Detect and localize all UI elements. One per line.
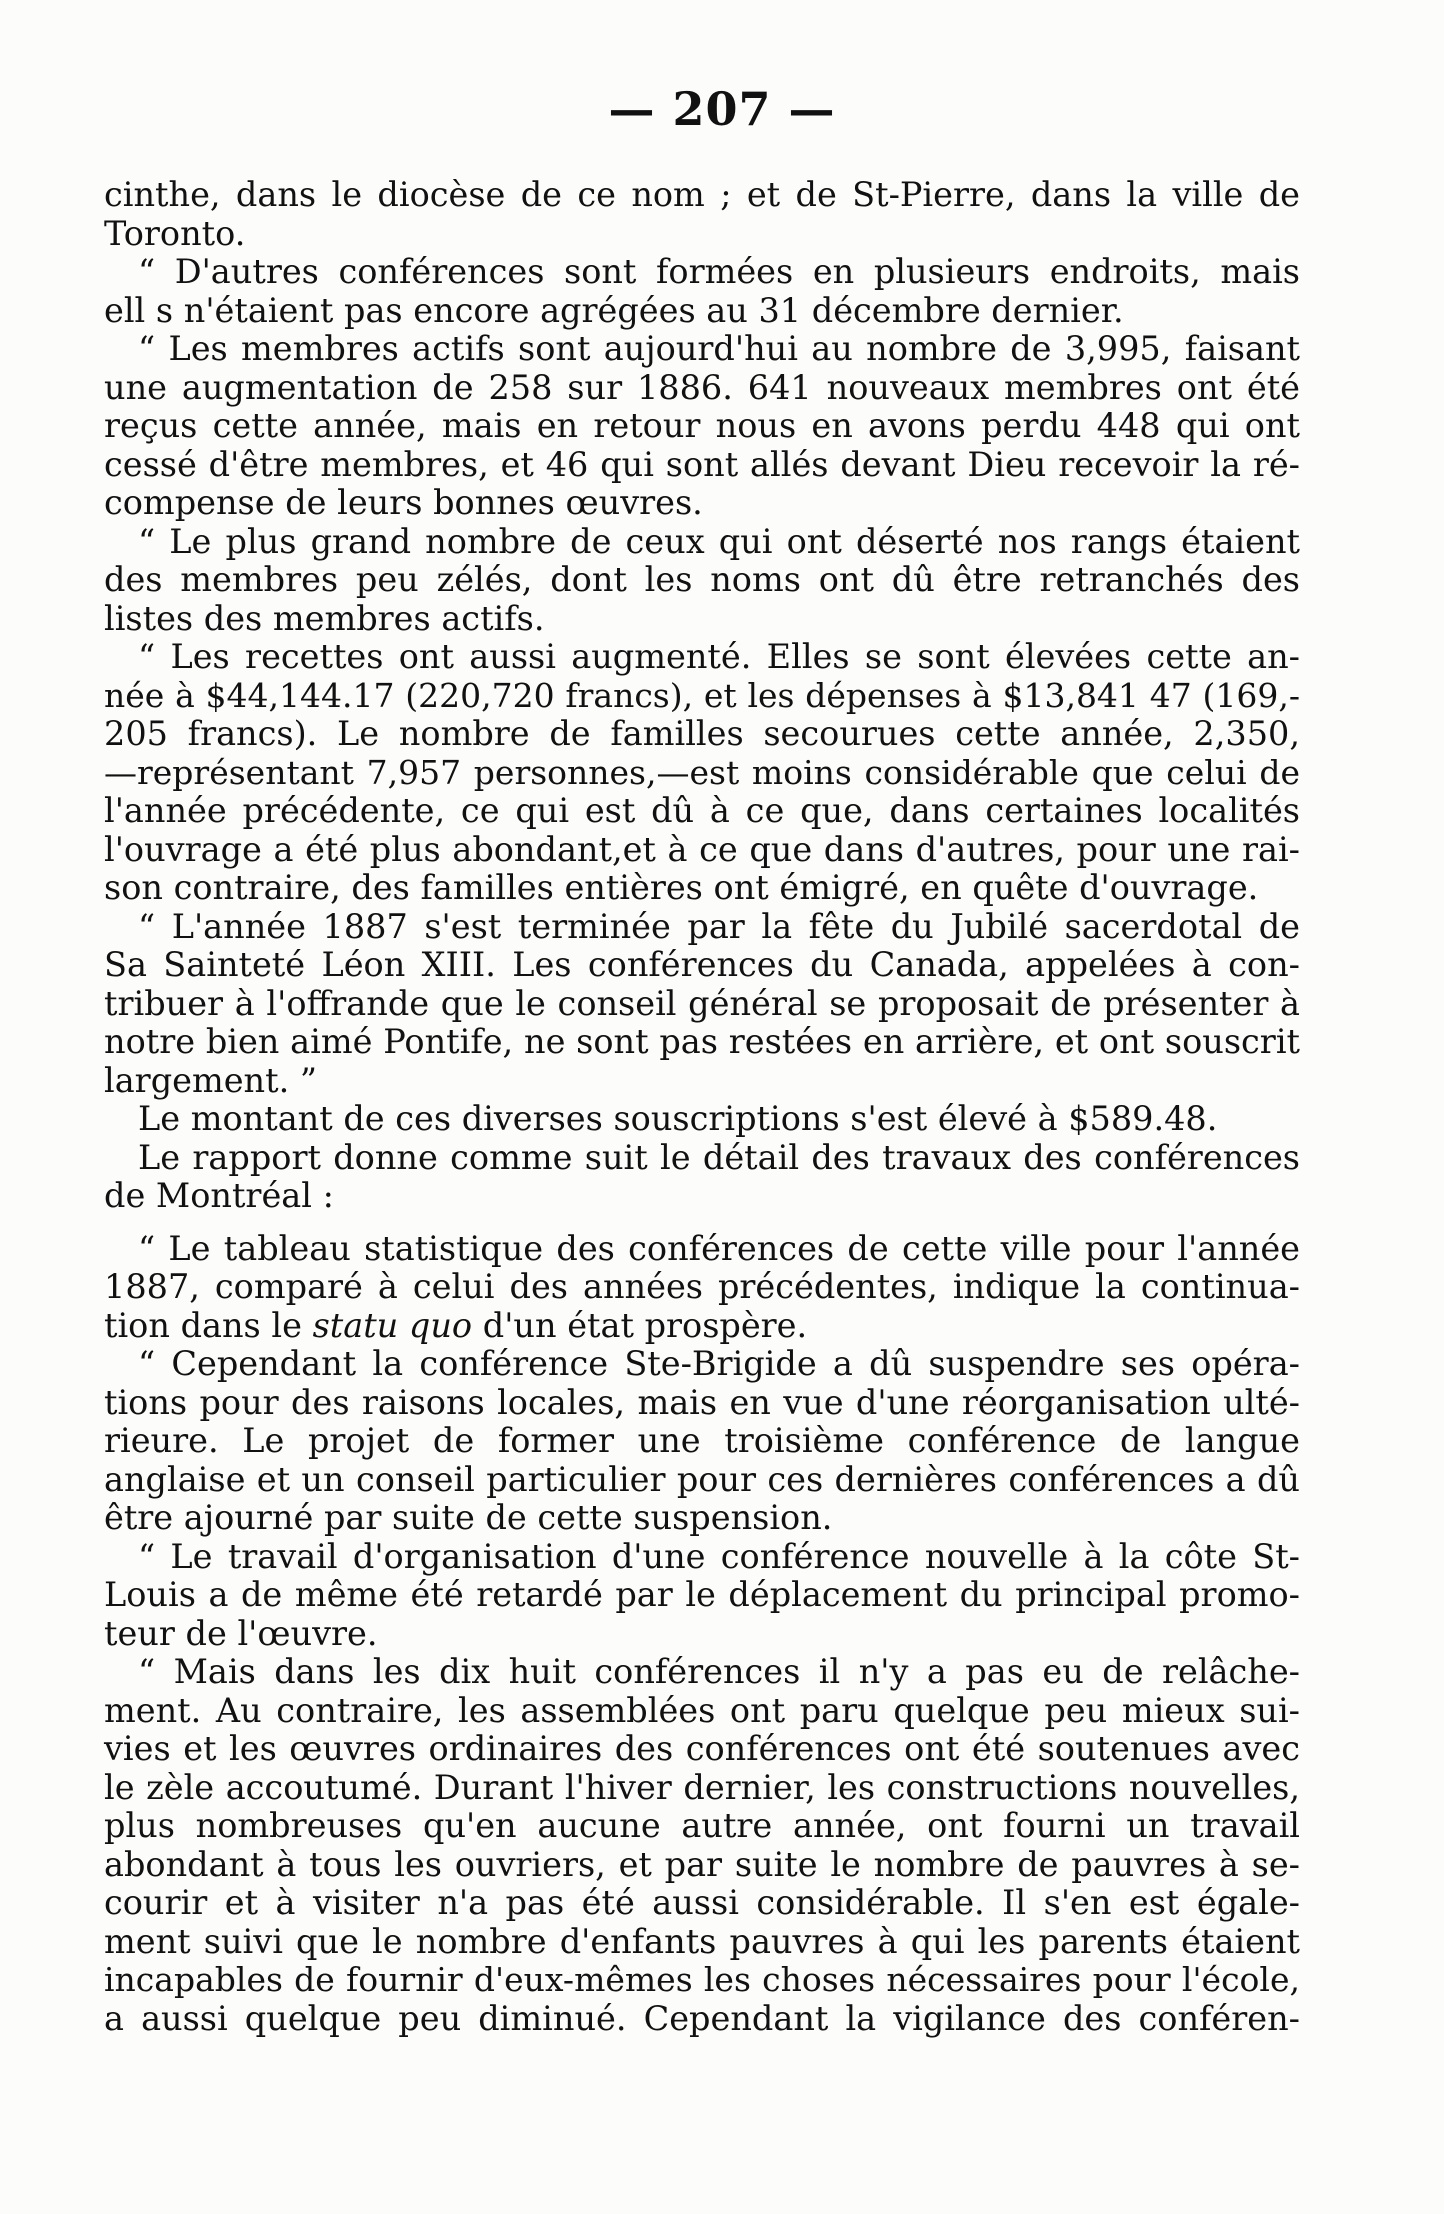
text-line: tribuer à l'offrande que le conseil général se proposait de présenter à: [104, 983, 1300, 1023]
text-line: anglaise et un conseil particulier pour ces dernières conférences a dû: [104, 1459, 1300, 1499]
text-line: son contraire, des familles entières ont émigré, en quête d'ouvrage.: [104, 868, 1259, 907]
text-line: l'ouvrage a été plus abondant,et à ce que dans d'autres, pour une rai-: [104, 829, 1300, 869]
text-line: être ajourné par suite de cette suspension.: [104, 1498, 833, 1537]
text-line: “ Cependant la conférence Ste-Brigide a dû suspendre ses opéra-: [138, 1344, 1300, 1383]
text-line: cessé d'être membres, et 46 qui sont allés devant Dieu recevoir la ré-: [104, 444, 1300, 484]
text-line: largement. ”: [104, 1060, 318, 1100]
text-line: cinthe, dans le diocèse de ce nom ; et de St-Pierre, dans la ville de: [104, 175, 1300, 214]
text-line: née à $44,144.17 (220,720 francs), et les dépenses à $13,841 47 (169,-: [104, 675, 1300, 715]
text-line: incapables de fournir d'eux-mêmes les choses nécessaires pour l'école,: [104, 1960, 1300, 1999]
text-line: Sa Sainteté Léon XIII. Les conférences du Canada, appelées à con-: [104, 945, 1300, 984]
text-line: l'année précédente, ce qui est dû à ce que, dans certaines localités: [104, 791, 1300, 830]
text-line: “ Le travail d'organisation d'une conférence nouvelle à la côte St-: [138, 1536, 1300, 1576]
text-line: de Montréal :: [104, 1176, 334, 1215]
text-line: —représentant 7,957 personnes,—est moins considérable que celui de: [104, 752, 1300, 792]
text-line: des membres peu zélés, dont les noms ont dû être retranchés des: [104, 560, 1300, 599]
text-line: plus nombreuses qu'en aucune autre année, ont fourni un travail: [104, 1806, 1300, 1845]
text-line: Louis a de même été retardé par le déplacement du principal promo-: [104, 1575, 1300, 1614]
text-line: “ L'année 1887 s'est terminée par la fête du Jubilé sacerdotal de: [138, 906, 1300, 946]
text-line: rieure. Le projet de former une troisième conférence de langue: [104, 1421, 1300, 1460]
text-line: listes des membres actifs.: [104, 598, 545, 638]
text-line: notre bien aimé Pontife, ne sont pas restées en arrière, et ont souscrit: [104, 1022, 1300, 1061]
text-line: “ Les membres actifs sont aujourd'hui au nombre de 3,995, faisant: [138, 329, 1300, 368]
text-line: a aussi quelque peu diminué. Cependant la vigilance des conféren-: [104, 1998, 1300, 2038]
text-line: “ D'autres conférences sont formées en plusieurs endroits, mais: [138, 252, 1300, 291]
text-line: “ Le plus grand nombre de ceux qui ont déserté nos rangs étaient: [138, 521, 1300, 561]
text-line: “ Les recettes ont aussi augmenté. Elles se sont élevées cette an-: [138, 637, 1300, 676]
text-line: teur de l'œuvre.: [104, 1613, 378, 1653]
text-line: tions pour des raisons locales, mais en vue d'une réorganisation ulté-: [104, 1382, 1300, 1422]
text-line: Toronto.: [104, 213, 246, 253]
text-line: vies et les œuvres ordinaires des conférences ont été soutenues avec: [104, 1729, 1300, 1768]
text-line: ment. Au contraire, les assemblées ont paru quelque peu mieux sui-: [104, 1690, 1300, 1730]
text-line: ell s n'étaient pas encore agrégées au 31 décembre dernier.: [104, 290, 1124, 330]
text-line: “ Le tableau statistique des conférences de cette ville pour l'année: [138, 1228, 1300, 1268]
body-text: [104, 176, 1300, 2038]
text-line: ment suivi que le nombre d'enfants pauvres à qui les parents étaient: [104, 1921, 1300, 1961]
text-line: abondant à tous les ouvriers, et par suite le nombre de pauvres à se-: [104, 1844, 1300, 1884]
text-line: le zèle accoutumé. Durant l'hiver dernier, les constructions nouvelles,: [104, 1767, 1300, 1807]
page-number: — 207 —: [608, 82, 836, 136]
text-line: Le montant de ces diverses souscriptions s'est élevé à $589.48.: [138, 1099, 1218, 1138]
text-line: compense de leurs bonnes œuvres.: [104, 483, 703, 522]
text-line: courir et à visiter n'a pas été aussi considérable. Il s'en est égale-: [104, 1883, 1300, 1922]
italic-phrase: statu quo: [312, 1305, 473, 1345]
text-line: “ Mais dans les dix huit conférences il n'y a pas eu de relâche-: [138, 1652, 1300, 1691]
text-line: tion dans le statu quo d'un état prospère.: [104, 1305, 808, 1345]
text-line: 205 francs). Le nombre de familles secourues cette année, 2,350,: [104, 714, 1300, 753]
text-line: une augmentation de 258 sur 1886. 641 nouveaux membres ont été: [104, 367, 1300, 407]
text-line: Le rapport donne comme suit le détail des travaux des conférences: [138, 1137, 1300, 1177]
text-line: reçus cette année, mais en retour nous en avons perdu 448 qui ont: [104, 406, 1300, 445]
text-line: 1887, comparé à celui des années précédentes, indique la continua-: [104, 1267, 1300, 1306]
